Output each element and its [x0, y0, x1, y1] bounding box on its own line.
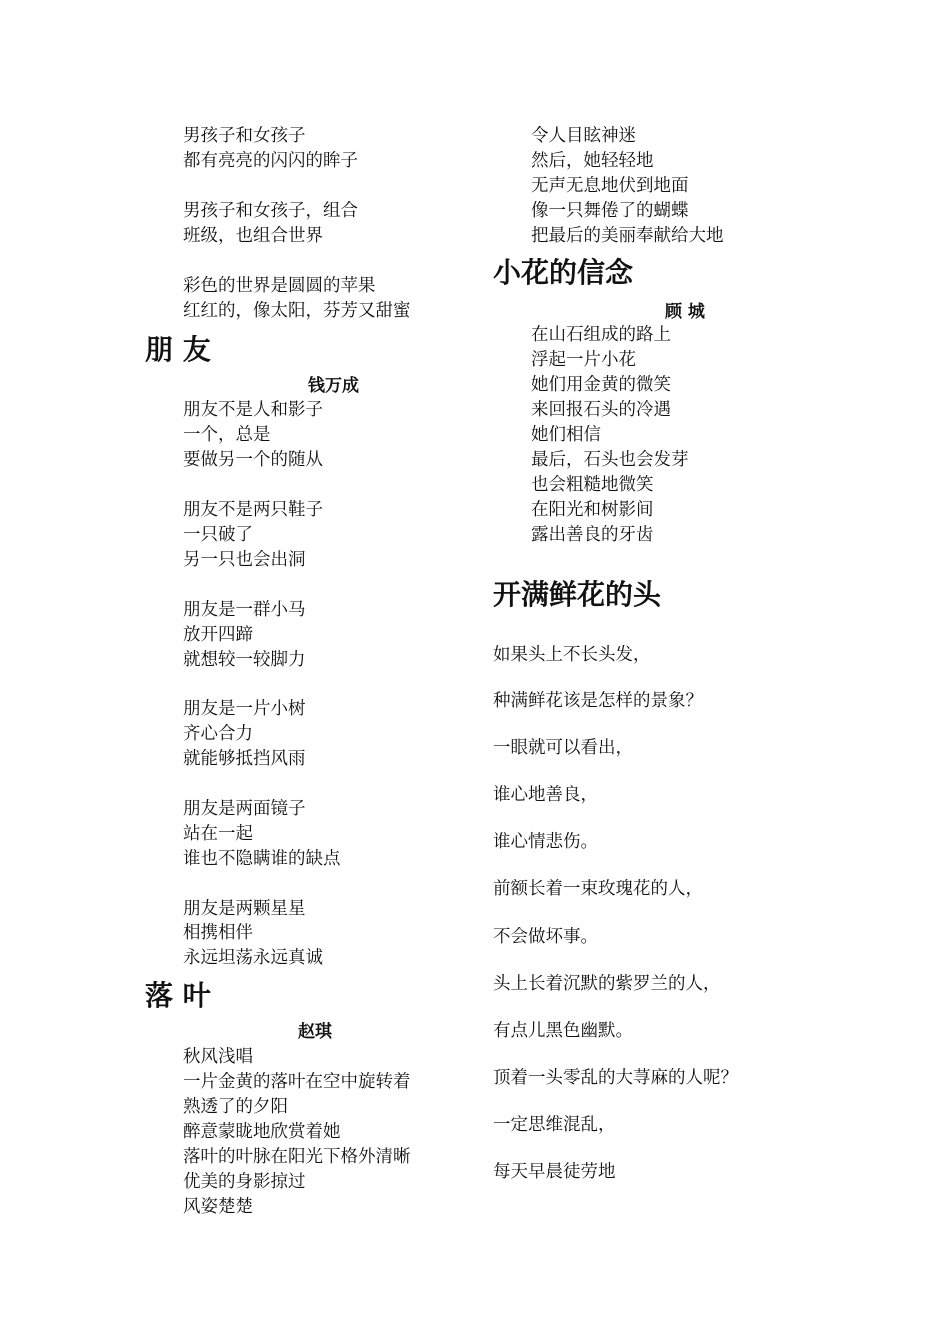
poem-line: 落叶的叶脉在阳光下格外清晰 — [183, 1147, 411, 1167]
poem-line: 在阳光和树影间 — [531, 500, 654, 520]
poem-line: 朋友是一片小树 — [183, 699, 306, 719]
poem-line: 就能够抵挡风雨 — [183, 749, 306, 769]
poem-title-flower: 小花的信念 — [493, 256, 634, 289]
poem-line: 在山石组成的路上 — [531, 325, 671, 345]
poem-line: 优美的身影掠过 — [183, 1172, 306, 1192]
poem-line: 谁心情悲伤。 — [493, 832, 598, 852]
poem-line: 谁心地善良， — [493, 785, 598, 805]
poem-line: 朋友是两面镜子 — [183, 799, 306, 819]
poem-line: 顶着一头零乱的大荨麻的人呢？ — [493, 1068, 738, 1088]
poem-title-leaf: 落 叶 — [145, 979, 211, 1012]
poem-line: 一片金黄的落叶在空中旋转着 — [183, 1072, 411, 1092]
poem-line: 她们用金黄的微笑 — [531, 375, 671, 395]
right-cont-line: 把最后的美丽奉献给大地 — [531, 226, 724, 246]
poem-line: 一个，总是 — [183, 425, 271, 445]
right-cont-line: 像一只舞倦了的蝴蝶 — [531, 201, 689, 221]
poem-line: 也会粗糙地微笑 — [531, 475, 654, 495]
poem-line: 头上长着沉默的紫罗兰的人， — [493, 974, 721, 994]
poem-line: 前额长着一束玫瑰花的人， — [493, 879, 703, 899]
poem-line: 浮起一片小花 — [531, 350, 636, 370]
poem-line: 朋友是两颗星星 — [183, 899, 306, 919]
poem-line: 齐心合力 — [183, 724, 253, 744]
poem-author-leaf: 赵琪 — [298, 1022, 332, 1042]
poem-author-flower: 顾 城 — [665, 302, 705, 322]
poem-line: 朋友不是两只鞋子 — [183, 500, 323, 520]
poem-line: 露出善良的牙齿 — [531, 525, 654, 545]
poem-title-head: 开满鲜花的头 — [493, 578, 662, 611]
left-intro-line: 男孩子和女孩子 — [183, 126, 306, 146]
poem-line: 有点儿黑色幽默。 — [493, 1021, 633, 1041]
poem-line: 一眼就可以看出， — [493, 738, 633, 758]
poem-line: 熟透了的夕阳 — [183, 1097, 288, 1117]
poem-line: 每天早晨徒劳地 — [493, 1162, 616, 1182]
poem-line: 朋友是一群小马 — [183, 600, 306, 620]
left-intro-line: 班级，也组合世界 — [183, 226, 323, 246]
poem-line: 要做另一个的随从 — [183, 450, 323, 470]
poem-line: 永远坦荡永远真诚 — [183, 948, 323, 968]
poem-line: 谁也不隐瞒谁的缺点 — [183, 849, 341, 869]
poem-line: 朋友不是人和影子 — [183, 400, 323, 420]
poem-line: 另一只也会出洞 — [183, 550, 306, 570]
right-cont-line: 无声无息地伏到地面 — [531, 176, 689, 196]
poem-line: 一只破了 — [183, 525, 253, 545]
poem-line: 种满鲜花该是怎样的景象？ — [493, 691, 703, 711]
poem-author-friend: 钱万成 — [308, 376, 359, 396]
poem-line: 站在一起 — [183, 824, 253, 844]
poem-line: 相携相伴 — [183, 923, 253, 943]
left-intro-line: 都有亮亮的闪闪的眸子 — [183, 151, 358, 171]
poem-line: 如果头上不长头发， — [493, 645, 651, 665]
poem-line: 就想较一较脚力 — [183, 650, 306, 670]
right-cont-line: 然后，她轻轻地 — [531, 151, 654, 171]
poem-line: 不会做坏事。 — [493, 927, 598, 947]
poem-line: 醉意蒙眬地欣赏着她 — [183, 1122, 341, 1142]
left-intro-line: 男孩子和女孩子，组合 — [183, 201, 358, 221]
right-cont-line: 令人目眩神迷 — [531, 126, 636, 146]
left-intro-line: 红红的，像太阳，芬芳又甜蜜 — [183, 301, 411, 321]
poem-line: 最后，石头也会发芽 — [531, 450, 689, 470]
poem-line: 秋风浅唱 — [183, 1047, 253, 1067]
poem-line: 放开四蹄 — [183, 625, 253, 645]
poem-line: 来回报石头的冷遇 — [531, 400, 671, 420]
poem-line: 她们相信 — [531, 425, 601, 445]
poem-line: 一定思维混乱， — [493, 1115, 616, 1135]
left-intro-line: 彩色的世界是圆圆的苹果 — [183, 276, 376, 296]
poem-title-friend: 朋 友 — [145, 333, 211, 366]
poem-line: 风姿楚楚 — [183, 1197, 253, 1217]
